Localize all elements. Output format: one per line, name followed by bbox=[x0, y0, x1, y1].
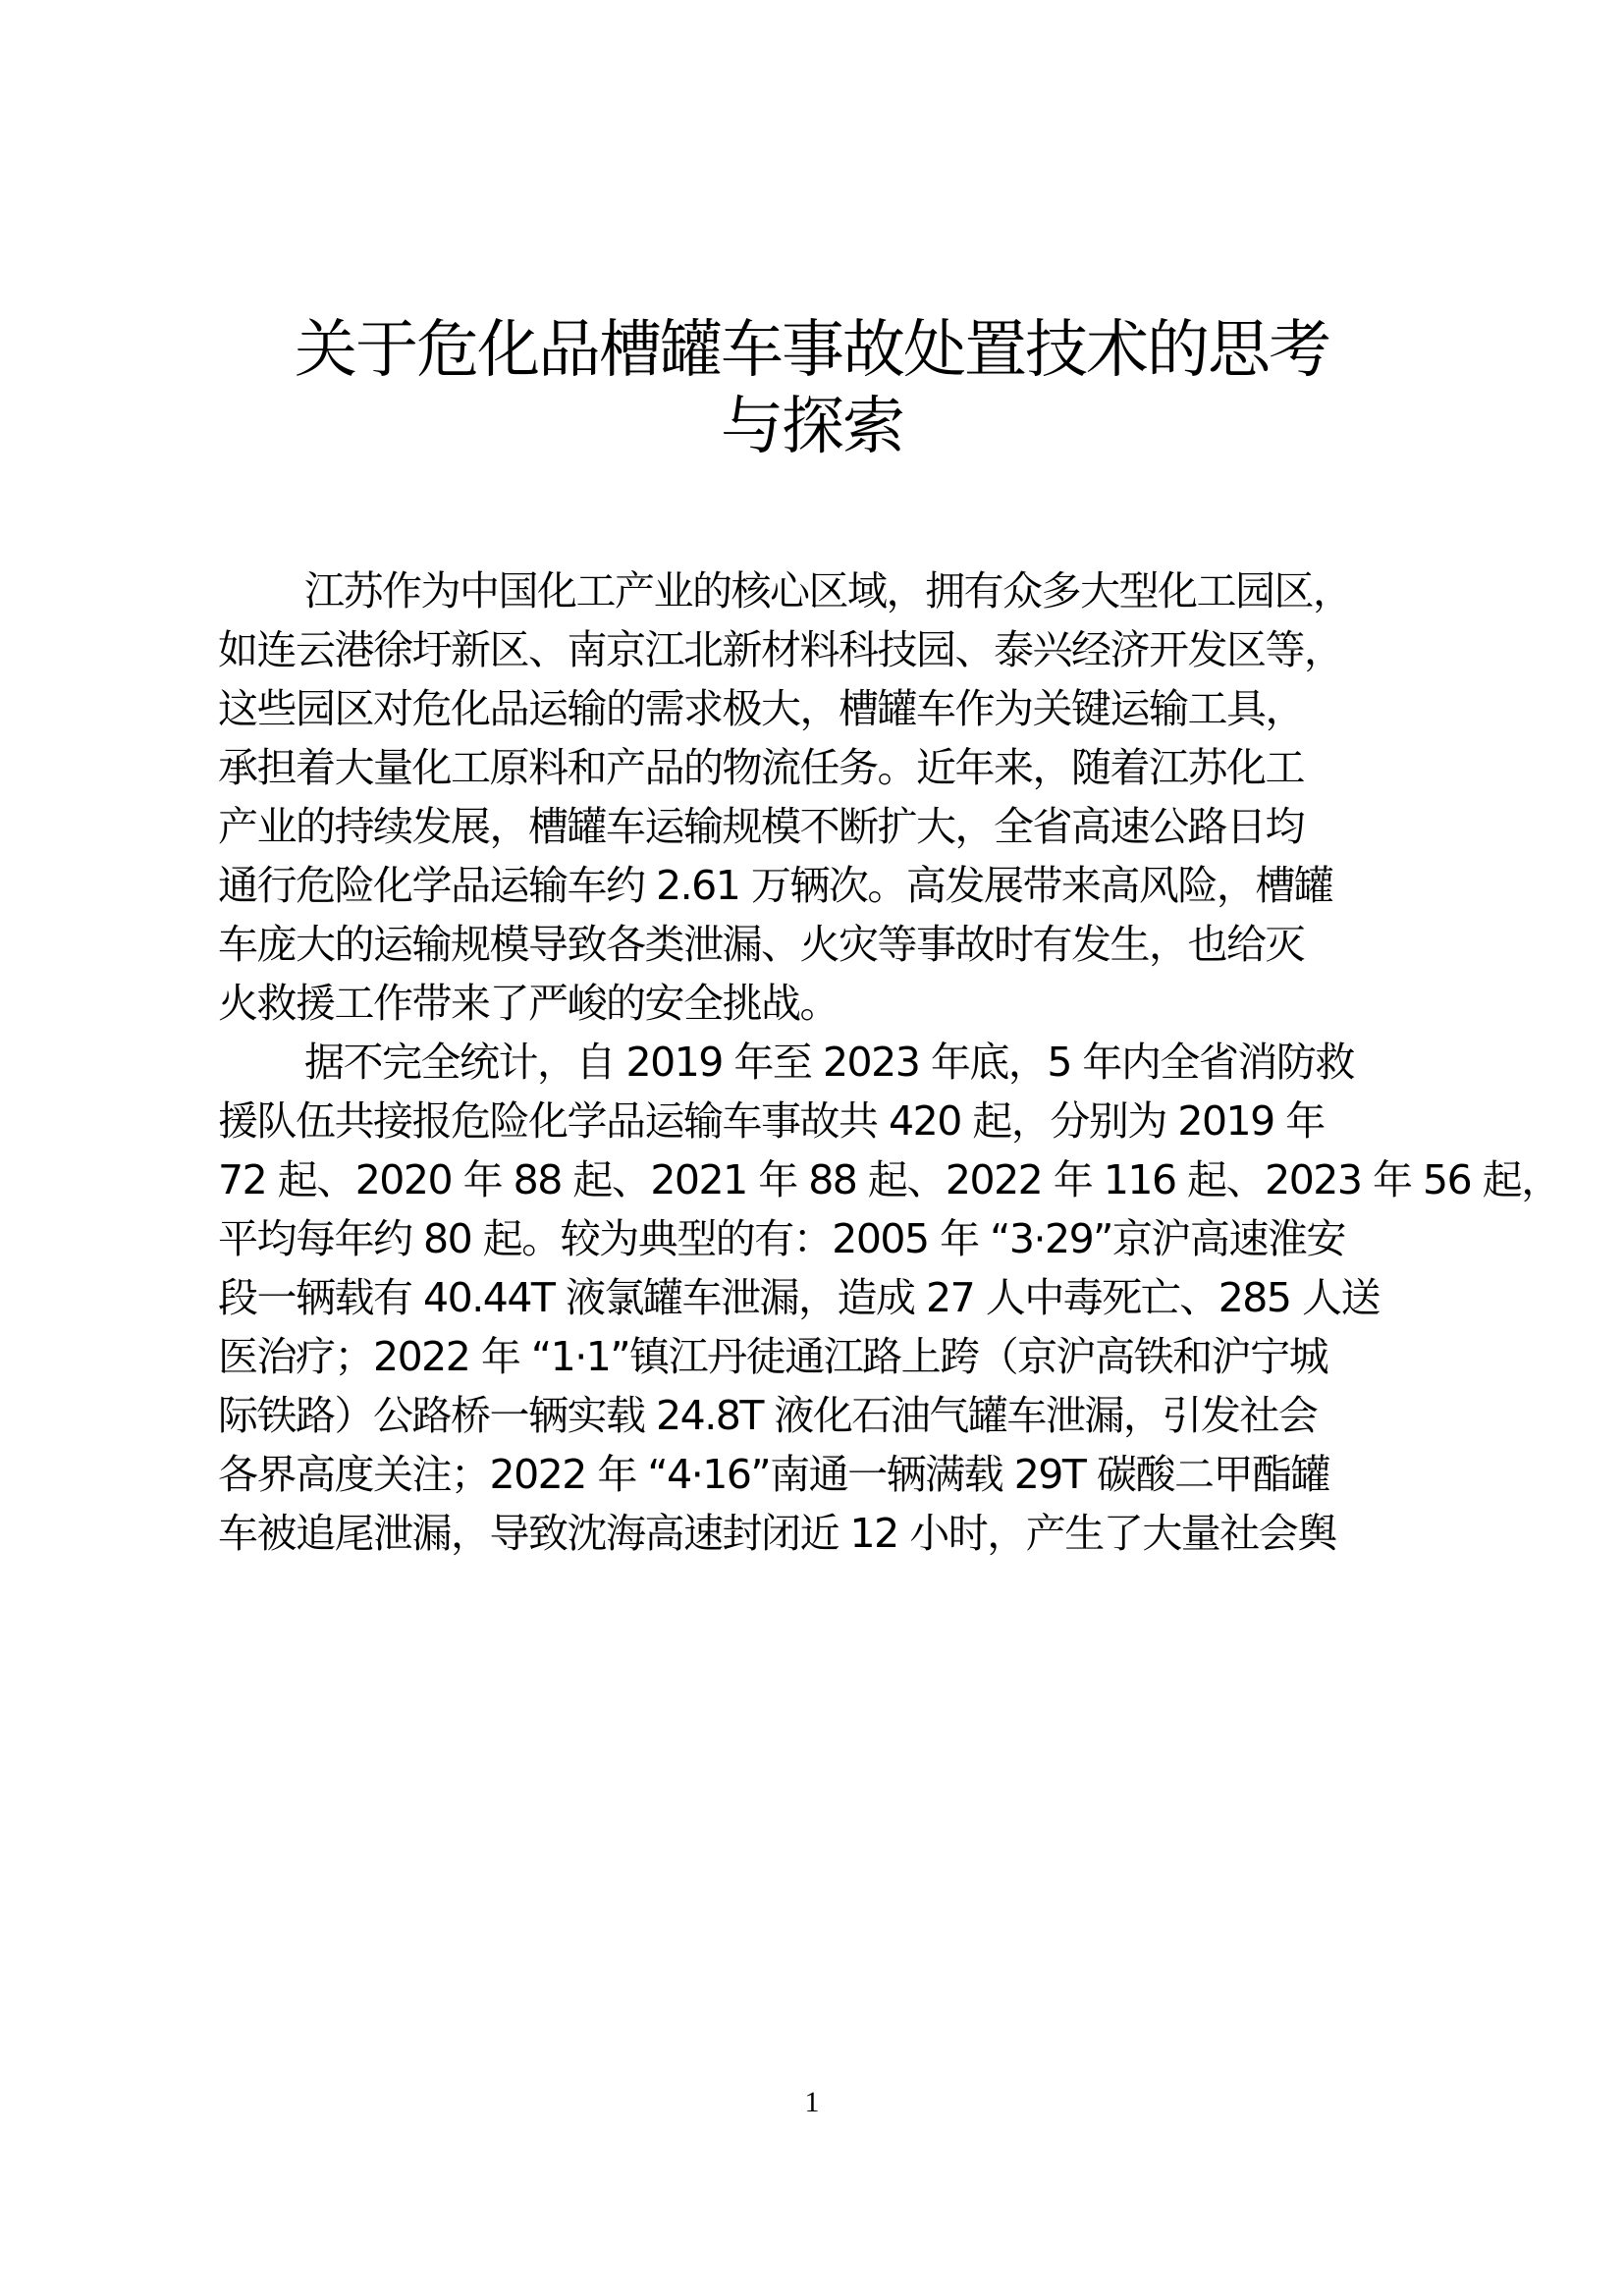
title-line-1: 关于危化品槽罐车事故处置技术的思考 bbox=[295, 314, 1329, 387]
text-line: 72 起、2020 年 88 起、2021 年 88 起、2022 年 116 起、2023 年 56 起， bbox=[218, 1156, 1560, 1203]
text-line: 车庞大的运输规模导致各类泄漏、火灾等事故时有发生，也给灭 bbox=[218, 921, 1304, 968]
text-line: 援队伍共接报危险化学品运输车事故共 420 起，分别为 2019 年 bbox=[218, 1097, 1325, 1145]
document-body bbox=[218, 561, 1560, 1563]
text-line: 承担着大量化工原料和产品的物流任务。近年来，随着江苏化工 bbox=[218, 744, 1304, 791]
page-number: 1 bbox=[804, 2086, 820, 2118]
paragraph-1 bbox=[218, 561, 1426, 1033]
text-line: 各界高度关注；2022 年 “4·16”南通一辆满载 29T 碳酸二甲酯罐 bbox=[218, 1451, 1329, 1498]
text-line: 通行危险化学品运输车约 2.61 万辆次。高发展带来高风险，槽罐 bbox=[218, 862, 1333, 909]
text-line: 平均每年约 80 起。较为典型的有：2005 年 “3·29”京沪高速淮安 bbox=[218, 1215, 1345, 1262]
text-line: 际铁路）公路桥一辆实载 24.8T 液化石油气罐车泄漏，引发社会 bbox=[218, 1392, 1318, 1439]
text-line: 这些园区对危化品运输的需求极大，槽罐车作为关键运输工具， bbox=[218, 685, 1304, 732]
text-line: 据不完全统计，自 2019 年至 2023 年底，5 年内全省消防救 bbox=[304, 1039, 1354, 1086]
title-line-2: 与探索 bbox=[721, 391, 903, 463]
text-line: 医治疗；2022 年 “1·1”镇江丹徒通江路上跨（京沪高铁和沪宁城 bbox=[218, 1333, 1328, 1380]
text-line: 江苏作为中国化工产业的核心区域，拥有众多大型化工园区， bbox=[304, 567, 1352, 614]
paragraph-2 bbox=[218, 1033, 1560, 1563]
text-line: 段一辆载有 40.44T 液氯罐车泄漏，造成 27 人中毒死亡、285 人送 bbox=[218, 1274, 1380, 1321]
text-line: 车被追尾泄漏，导致沈海高速封闭近 12 小时，产生了大量社会舆 bbox=[218, 1510, 1336, 1557]
document-title bbox=[196, 312, 1428, 465]
text-line: 产业的持续发展，槽罐车运输规模不断扩大，全省高速公路日均 bbox=[218, 803, 1304, 850]
text-line: 如连云港徐圩新区、南京江北新材料科技园、泰兴经济开发区等， bbox=[218, 626, 1343, 673]
text-line: 火救援工作带来了严峻的安全挑战。 bbox=[218, 980, 839, 1027]
